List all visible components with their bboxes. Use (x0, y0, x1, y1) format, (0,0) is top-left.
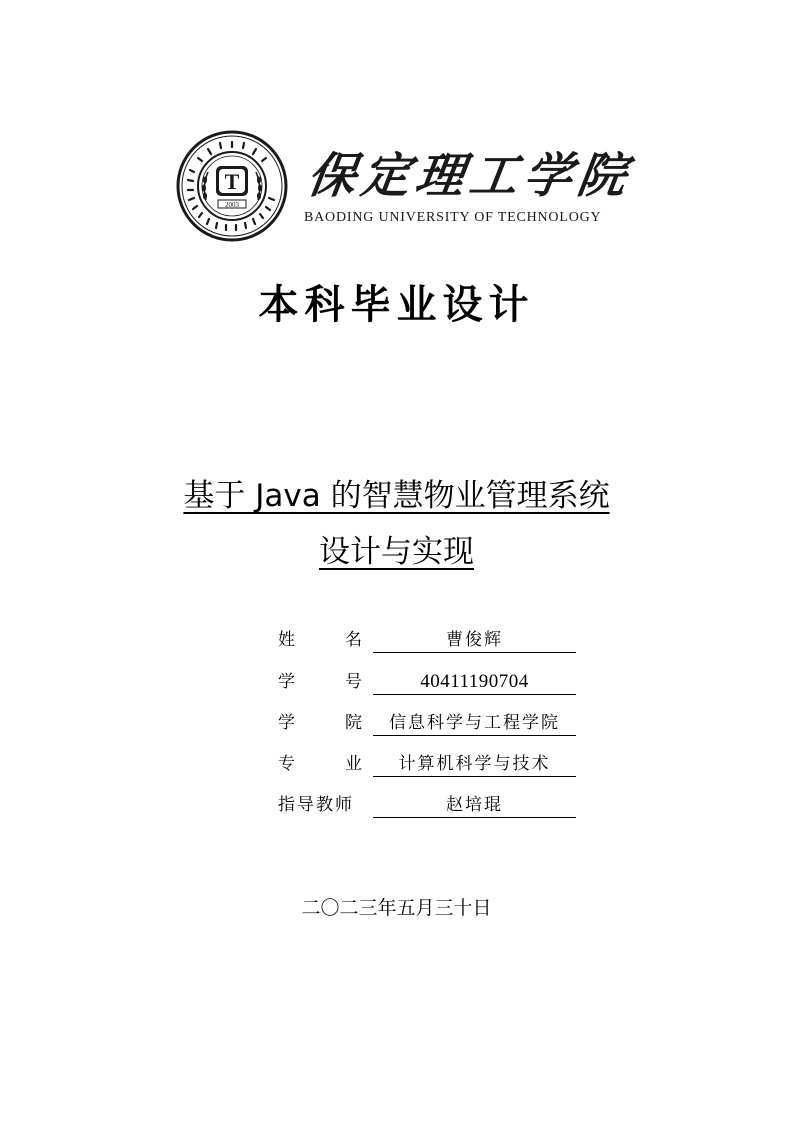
thesis-title-line-1: 基于 Java 的智慧物业管理系统 (183, 478, 610, 514)
info-row-college (278, 711, 578, 739)
major-value: 计算机科学与技术 (373, 752, 576, 777)
university-logo (176, 130, 638, 245)
document-type-heading: 本科毕业设计 (258, 281, 535, 328)
college-value: 信息科学与工程学院 (373, 711, 576, 736)
name-value: 曹俊辉 (373, 628, 576, 653)
info-row-advisor (278, 793, 578, 821)
university-seal-icon (176, 130, 288, 242)
svg-text:T: T (224, 169, 240, 194)
info-row-major (278, 752, 578, 780)
university-name-en: BAODING UNIVERSITY OF TECHNOLOGY (304, 210, 602, 225)
info-row-student-id (278, 670, 578, 698)
thesis-title-line-2: 设计与实现 (319, 534, 474, 570)
major-label: 专 业 (278, 754, 362, 774)
name-label: 姓 名 (278, 630, 362, 650)
advisor-value: 赵培琨 (373, 793, 576, 818)
info-row-name (278, 628, 578, 656)
student-id-label: 学 号 (278, 672, 362, 692)
submission-date: 二〇二三年五月三十日 (301, 897, 492, 919)
advisor-label: 指导教师 (278, 795, 354, 815)
university-name-cn: 保定理工学院 (304, 148, 636, 204)
student-id-value: 40411190704 (373, 670, 576, 695)
svg-text:2003: 2003 (225, 201, 239, 209)
college-label: 学 院 (278, 713, 362, 733)
